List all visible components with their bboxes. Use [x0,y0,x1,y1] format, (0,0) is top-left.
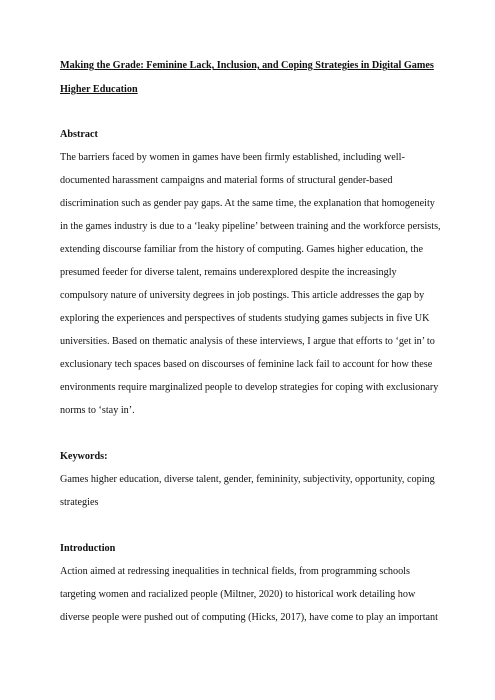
abstract-line: exploring the experiences and perspectives of students studying games subjects in five UK [60,313,430,324]
introduction-line: diverse people were pushed out of computing (Hicks, 2017), have come to play an important [60,612,438,623]
keywords-heading: Keywords: [60,451,108,462]
abstract-line: universities. Based on thematic analysis of these interviews, I argue that efforts to ‘get in’ to [60,336,435,347]
paper-title-line-2: Higher Education [60,84,138,95]
abstract-line: compulsory nature of university degrees in job postings. This article addresses the gap by [60,290,425,301]
abstract-line: environments require marginalized people to develop strategies for coping with exclusionary [60,382,439,393]
keywords-line: Games higher education, diverse talent, gender, femininity, subjectivity, opportunity, coping [60,474,435,485]
introduction-line: targeting women and racialized people (Miltner, 2020) to historical work detailing how [60,589,416,600]
abstract-line: presumed feeder for diverse talent, remains underexplored despite the increasingly [60,267,397,278]
abstract-line: The barriers faced by women in games have been firmly established, including well- [60,152,405,163]
abstract-line: extending discourse familiar from the history of computing. Games higher education, the [60,244,423,255]
abstract-line: exclusionary tech spaces based on discourses of feminine lack fail to account for how these [60,359,433,370]
abstract-heading: Abstract [60,129,98,140]
keywords-line: strategies [60,497,99,508]
introduction-line: Action aimed at redressing inequalities in technical fields, from programming schools [60,566,410,577]
abstract-line: in the games industry is due to a ‘leaky pipeline’ between training and the workforce persists, [60,221,441,232]
abstract-line: documented harassment campaigns and material forms of structural gender-based [60,175,393,186]
abstract-line: discrimination such as gender pay gaps. At the same time, the explanation that homogeneity [60,198,435,209]
introduction-heading: Introduction [60,543,116,554]
paper-title-line-1: Making the Grade: Feminine Lack, Inclusion, and Coping Strategies in Digital Games [60,60,434,71]
abstract-line: norms to ‘stay in’. [60,405,135,416]
